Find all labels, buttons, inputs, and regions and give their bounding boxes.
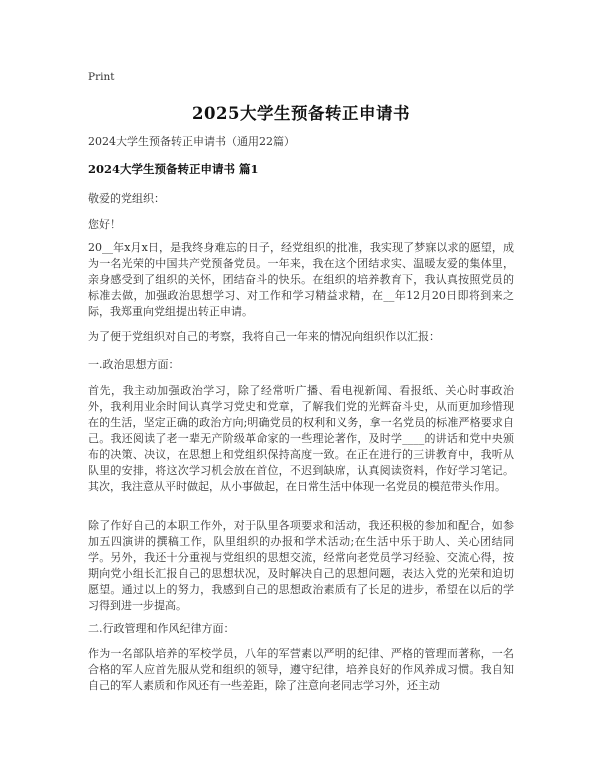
heading-political: 一.政治思想方面： [88, 358, 180, 371]
document-title: 2025大学生预备转正申请书 [192, 104, 410, 123]
paragraph-political-2: 除了作好自己的本职工作外，对于队里各项要求和活动，我还积极的参加和配合，如参加五四演讲的撰稿工作，队里组织的办报和学术活动;在生活中乐于助人、关心团结同学。另外，我还十分重视与党组织的思想交流，经常向老党员学习经验、交流心得，按期向党小组长汇报自己的思想状况，及时解决自己的思想问题，表达入党的光荣和迫切愿望。通过以上的努力，我感到自己的思想政治素质有了长足的进步，希望在以后的学习得到进一步提高。 [88, 519, 514, 612]
section-heading: 2024大学生预备转正申请书 篇1 [88, 162, 259, 176]
greeting: 您好！ [88, 218, 121, 231]
paragraph-discipline: 作为一名部队培养的军校学员，八年的军营素以严明的纪律、严格的管理而著称，一名合格的军人应首先服从党和组织的领导，遵守纪律，培养良好的作风养成习惯。我自知自己的军人素质和作风还有一些差距，除了注意向老同志学习外，还主动 [88, 647, 514, 692]
salutation: 敬爱的党组织： [88, 192, 165, 205]
paragraph-report-lead: 为了便于党组织对自己的考察，我将自己一年来的情况向组织作以汇报： [88, 330, 440, 343]
paragraph-intro: 20__年x月x日，是我终身难忘的日子，经党组织的批准，我实现了梦寐以求的愿望，成为一名光荣的中国共产党预备党员。一年来，我在这个团结求实、温暖友爱的集体里，亲身感受到了组织的关怀，团结奋斗的快乐。在组织的培养教育下，我认真按照党员的标准去做，加强政治思想学习、对工作和学习精益求精，在__年12月20日即将到来之际，我郑重向党组提出转正申请。 [88, 241, 514, 318]
document-subtitle: 2024大学生预备转正申请书（通用22篇） [88, 135, 295, 148]
paragraph-political-1: 首先，我主动加强政治学习，除了经常听广播、看电视新闻、看报纸、关心时事政治外，我利用业余时间认真学习党史和党章，了解我们党的光辉奋斗史，从而更加珍惜现在的生活，坚定正确的政治方向;明确党员的权利和义务，拿一名党员的标准严格要求自己。我还阅读了老一辈无产阶级革命家的一些理论著作，及时学____的讲话和党中央颁布的决策、决议，在思想上和党组织保持高度一致。在正在进行的三讲教育中，我听从队里的安排，将这次学习机会放在首位，不迟到缺席，认真阅读资料，作好学习笔记。其次，我注意从平时做起，从小事做起，在日常生活中体现一名党员的模范带头作用。 [88, 384, 514, 493]
heading-discipline: 二.行政管理和作风纪律方面： [88, 622, 235, 635]
print-label[interactable]: Print [88, 71, 115, 83]
